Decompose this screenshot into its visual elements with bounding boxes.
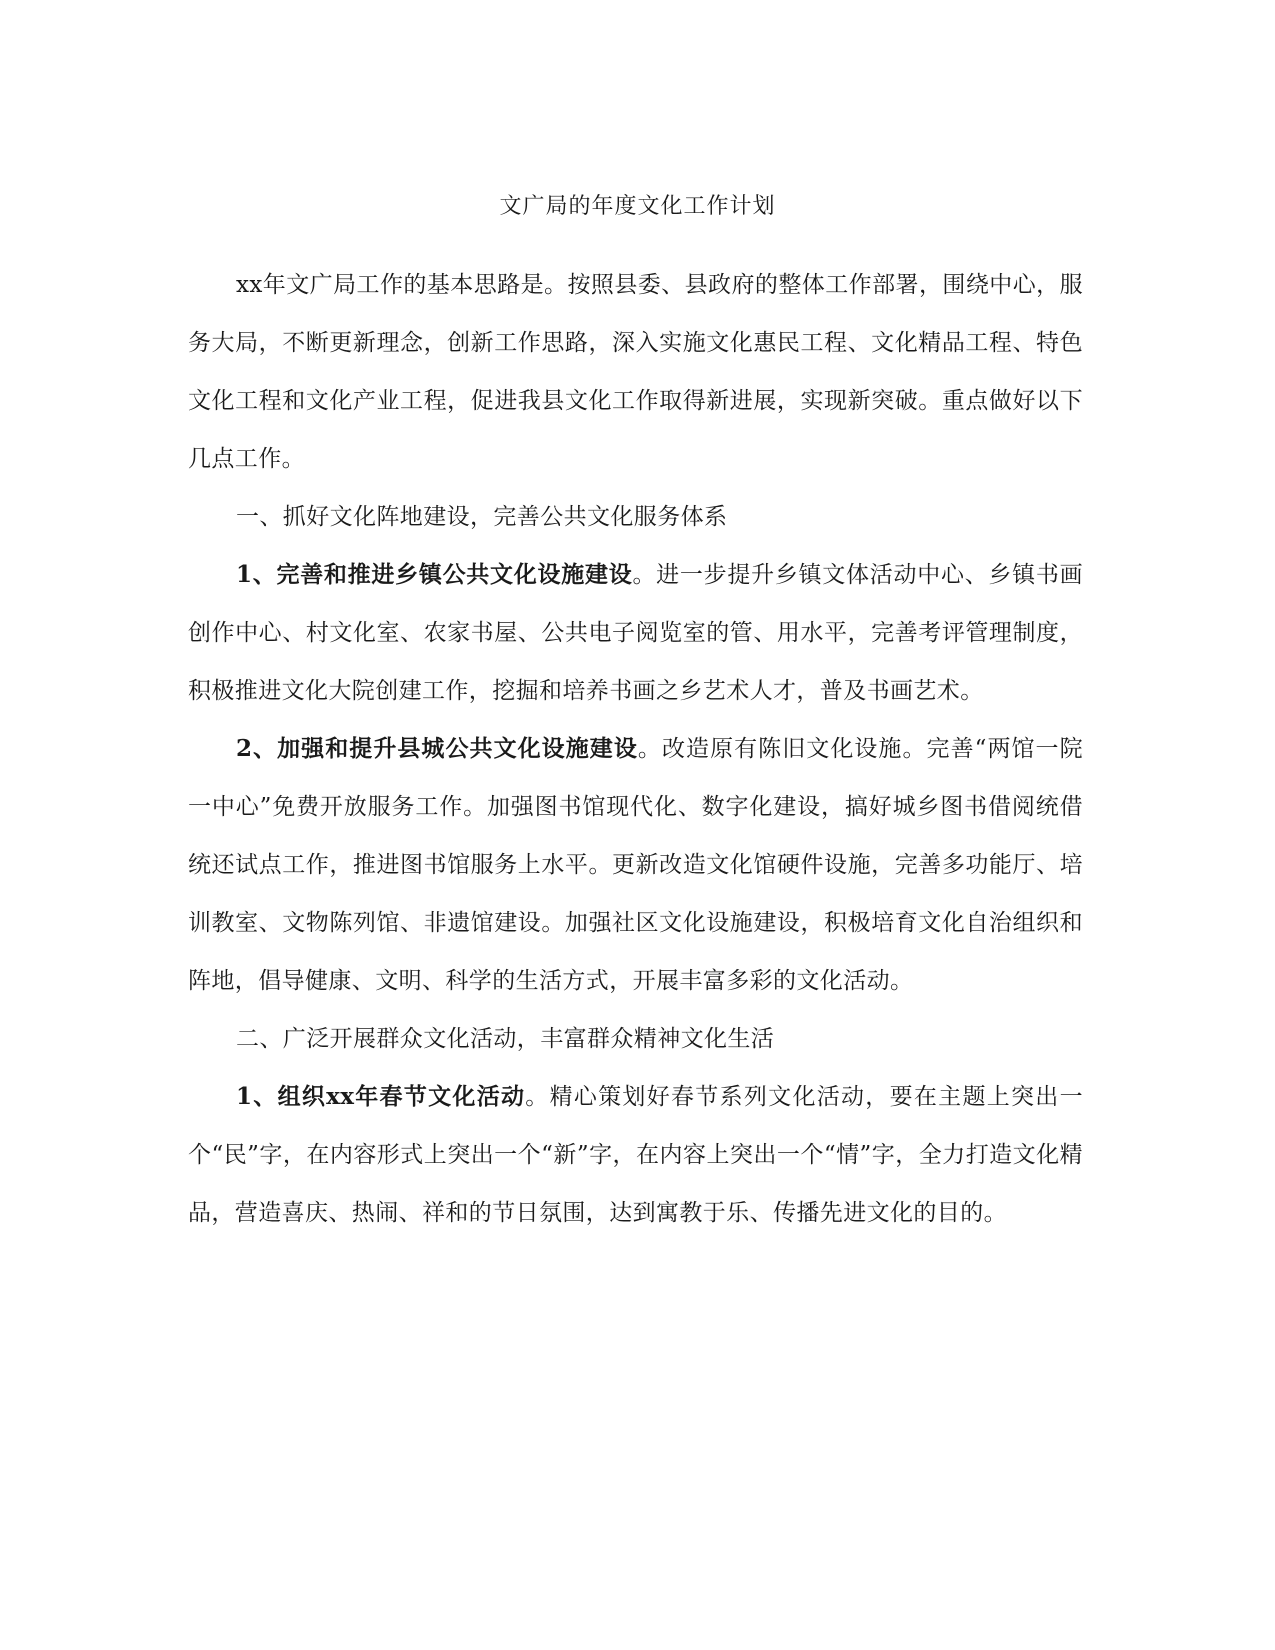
document-body: [188, 256, 1083, 1242]
section-2-item-1-body: 。精心策划好春节系列文化活动，要在主题上突出一个“民”字，在内容形式上突出一个“新”字，在内容上突出一个“情”字，全力打造文化精品，营造喜庆、热闹、祥和的节日氛围，达到寓教于乐、传播先进文化的目的。: [188, 1084, 1083, 1226]
section-1-item-2: [188, 720, 1083, 1010]
intro-paragraph: xx年文广局工作的基本思路是。按照县委、县政府的整体工作部署，围绕中心，服务大局，不断更新理念，创新工作思路，深入实施文化惠民工程、文化精品工程、特色文化工程和文化产业工程，促进我县文化工作取得新进展，实现新突破。重点做好以下几点工作。: [188, 272, 1083, 472]
section-2-item-1-lead: 1、组织xx年春节文化活动: [236, 1083, 526, 1110]
document-title: 文广局的年度文化工作计划: [499, 194, 776, 219]
section-1-item-2-lead: 2、加强和提升县城公共文化设施建设: [236, 735, 638, 762]
section-2-heading: 二、广泛开展群众文化活动，丰富群众精神文化生活: [236, 1026, 775, 1052]
section-1-item-2-body: 。改造原有陈旧文化设施。完善“两馆一院一中心”免费开放服务工作。加强图书馆现代化、数字化建设，搞好城乡图书借阅统借统还试点工作，推进图书馆服务上水平。更新改造文化馆硬件设施，完善多功能厅、培训教室、文物陈列馆、非遗馆建设。加强社区文化设施建设，积极培育文化自治组织和阵地，倡导健康、文明、科学的生活方式，开展丰富多彩的文化活动。: [188, 736, 1084, 994]
section-1-item-1-lead: 1、完善和推进乡镇公共文化设施建设: [236, 561, 633, 588]
section-1-item-1-body: 。进一步提升乡镇文体活动中心、乡镇书画创作中心、村文化室、农家书屋、公共电子阅览室的管、用水平，完善考评管理制度，积极推进文化大院创建工作，挖掘和培养书画之乡艺术人才，普及书画艺术。: [188, 562, 1083, 704]
section-1-heading: 一、抓好文化阵地建设，完善公共文化服务体系: [236, 504, 728, 530]
section-2-item-1: [188, 1068, 1083, 1242]
section-1-item-1: [188, 546, 1083, 720]
